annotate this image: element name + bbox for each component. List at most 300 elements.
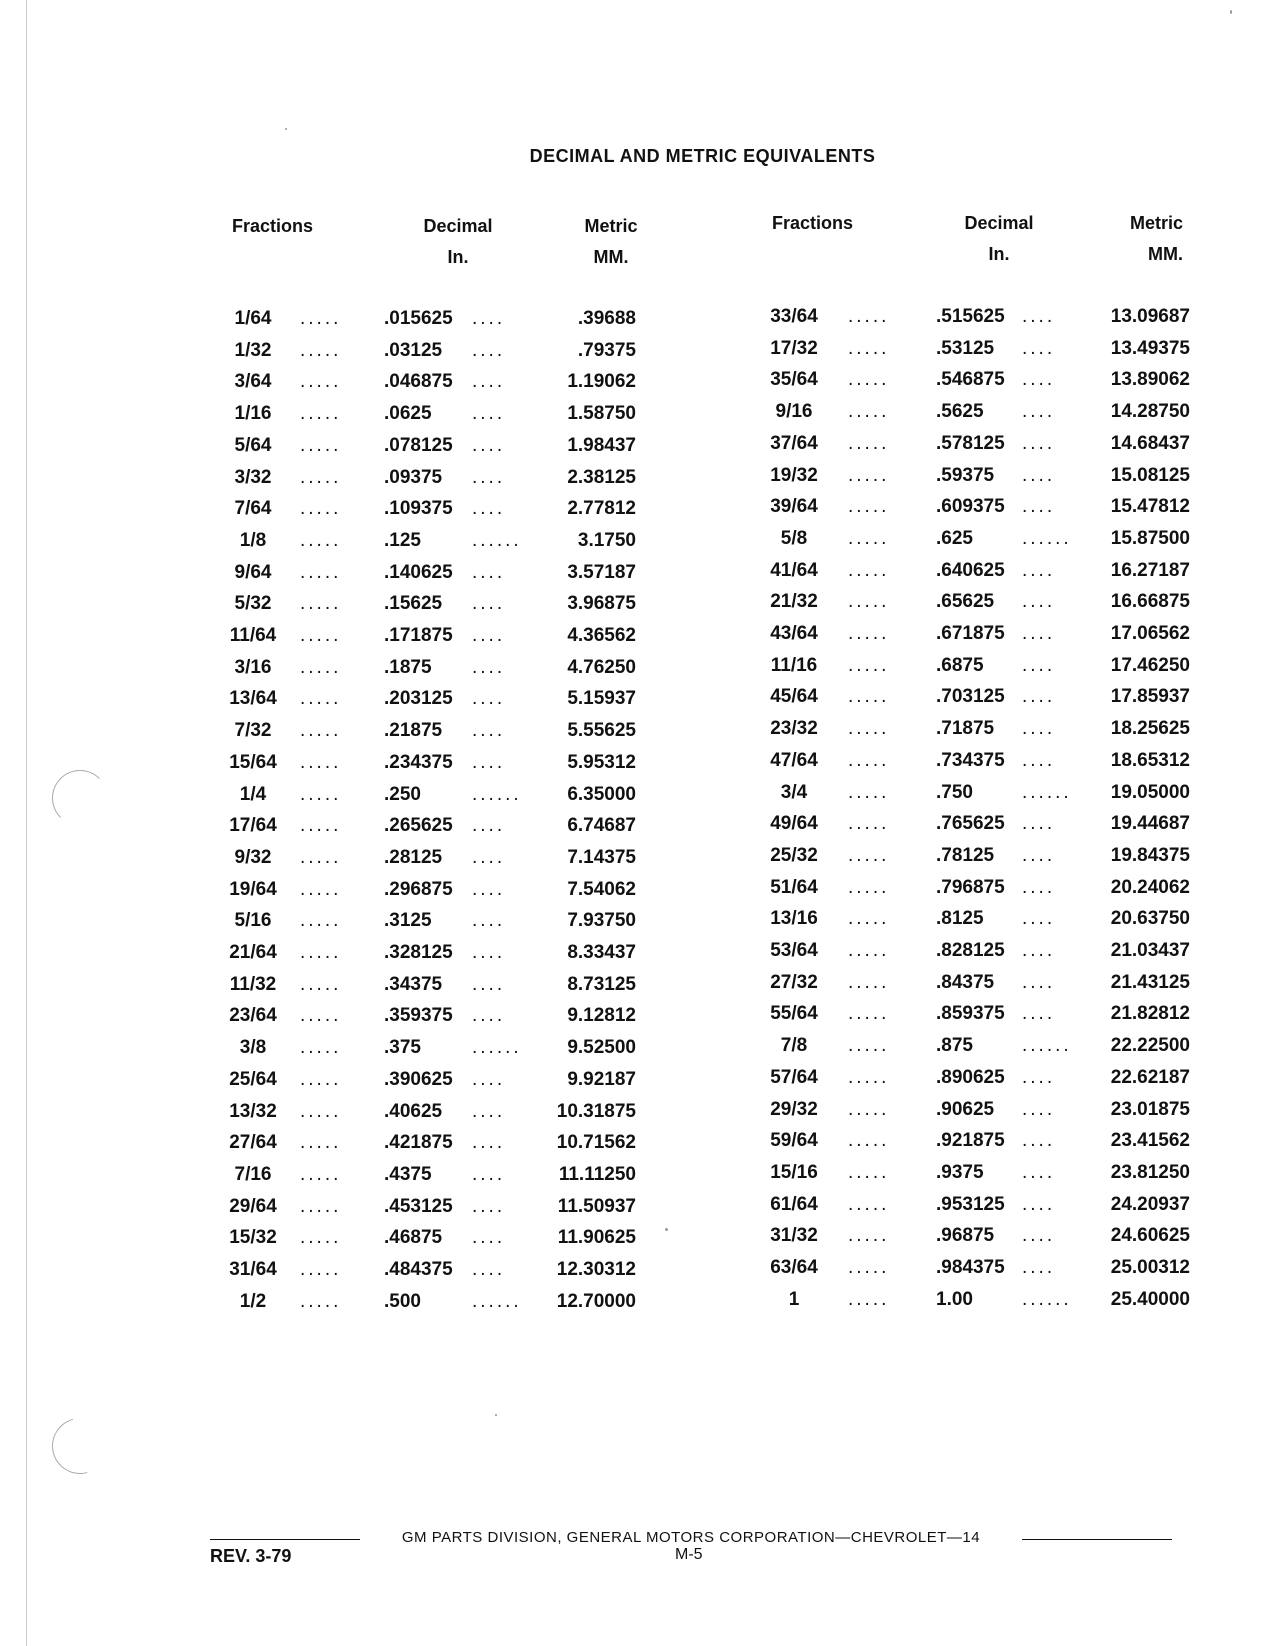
table-row [228, 593, 648, 623]
fraction-cell: 17/32 [770, 337, 818, 359]
decimal-cell: .109375 [384, 498, 453, 520]
fraction-cell: 51/64 [770, 876, 818, 898]
fraction-cell: 7/64 [234, 498, 272, 520]
right-header-metric: Metric MM. [1129, 213, 1183, 264]
decimal-cell: 1.00 [936, 1288, 973, 1310]
decimal-cell: .375 [384, 1037, 421, 1059]
fraction-cell: 7/32 [234, 720, 272, 742]
metric-cell: 11.11250 [558, 1163, 636, 1185]
leader-dots: .... [472, 308, 506, 329]
fraction-cell: 23/64 [229, 1005, 277, 1027]
leader-dots: ..... [848, 686, 890, 708]
leader-dots: ..... [848, 971, 890, 993]
metric-cell: 4.36562 [567, 625, 636, 646]
decimal-cell: .359375 [384, 1005, 453, 1027]
decimal-cell: .46875 [384, 1227, 443, 1249]
decimal-cell: .390625 [384, 1068, 453, 1090]
metric-cell: 8.33437 [567, 942, 636, 963]
table-row [228, 942, 648, 972]
leader-dots: ..... [300, 720, 342, 742]
fraction-cell: 63/64 [770, 1257, 818, 1278]
leader-dots: ...... [1022, 781, 1072, 803]
fraction-cell: 7/16 [234, 1163, 272, 1185]
table-row [760, 1130, 1190, 1160]
leader-dots: .... [1022, 654, 1056, 676]
fraction-cell: 31/32 [770, 1225, 818, 1247]
table-row [760, 496, 1190, 526]
leader-dots: .... [1022, 591, 1056, 613]
leader-dots: ..... [848, 623, 890, 644]
metric-cell: 9.92187 [567, 1068, 636, 1090]
leader-dots: ..... [848, 940, 890, 961]
table-row [760, 1067, 1190, 1097]
decimal-cell: .71875 [936, 718, 995, 740]
decimal-cell: .40625 [384, 1100, 443, 1122]
leader-dots: .... [1022, 971, 1056, 993]
metric-cell: 1.58750 [567, 403, 636, 425]
decimal-cell: .921875 [936, 1130, 1005, 1152]
metric-cell: 25.00312 [1110, 1257, 1190, 1278]
fraction-cell: 1 [788, 1288, 800, 1310]
table-row [228, 657, 648, 687]
metric-cell: 3.57187 [567, 561, 636, 583]
metric-cell: 15.08125 [1110, 464, 1190, 486]
metric-cell: 17.85937 [1110, 686, 1190, 708]
leader-dots: ..... [300, 942, 342, 963]
decimal-cell: .78125 [936, 844, 995, 866]
table-row [760, 1162, 1190, 1192]
metric-cell: 3.1750 [577, 529, 636, 551]
fraction-cell: 1/8 [239, 529, 267, 551]
fraction-cell: 17/64 [229, 815, 277, 837]
fraction-cell: 11/16 [770, 654, 818, 676]
table-row [760, 623, 1190, 653]
leader-dots: ...... [1022, 527, 1072, 549]
fraction-cell: 55/64 [770, 1003, 818, 1025]
leader-dots: .... [1022, 401, 1056, 423]
leader-dots: ..... [848, 464, 890, 486]
metric-cell: 21.03437 [1110, 940, 1190, 961]
leader-dots: ..... [300, 878, 342, 900]
fraction-cell: 15/16 [770, 1161, 818, 1183]
table-row [228, 435, 648, 465]
leader-dots: ..... [848, 781, 890, 803]
fraction-cell: 1/4 [239, 783, 267, 805]
left-header-decimal: Decimal In. [423, 216, 493, 267]
fraction-cell: 3/64 [234, 371, 272, 393]
leader-dots: ..... [848, 432, 890, 454]
fraction-cell: 59/64 [770, 1130, 818, 1152]
decimal-cell: .250 [384, 783, 421, 805]
table-row [228, 910, 648, 940]
leader-dots: ..... [300, 1195, 342, 1217]
leader-dots: ..... [848, 337, 890, 359]
table-row [760, 369, 1190, 399]
table-row [228, 974, 648, 1004]
fraction-cell: 27/64 [229, 1132, 277, 1154]
fraction-cell: 27/32 [770, 971, 818, 993]
decimal-cell: .453125 [384, 1195, 453, 1217]
fraction-cell: 1/2 [239, 1290, 267, 1312]
leader-dots: .... [472, 371, 506, 393]
metric-cell: 3.96875 [567, 593, 636, 615]
table-row [228, 879, 648, 909]
metric-cell: 20.63750 [1110, 908, 1190, 930]
decimal-cell: .671875 [936, 623, 1005, 644]
metric-cell: 2.38125 [567, 466, 636, 488]
decimal-cell: .140625 [384, 561, 453, 583]
leader-dots: .... [1022, 1161, 1056, 1183]
leader-dots: .... [472, 973, 506, 995]
leader-dots: ..... [848, 1161, 890, 1183]
fraction-cell: 25/64 [229, 1068, 277, 1090]
fraction-cell: 5/32 [234, 593, 272, 615]
metric-cell: 21.43125 [1110, 971, 1190, 993]
leader-dots: ..... [848, 876, 890, 898]
fraction-cell: 33/64 [770, 306, 818, 327]
metric-cell: 21.82812 [1110, 1003, 1190, 1025]
leader-dots: ..... [300, 1132, 342, 1154]
scan-speck [1230, 10, 1232, 14]
fraction-cell: 19/64 [229, 878, 277, 900]
leader-dots: .... [472, 1259, 506, 1280]
metric-cell: 23.81250 [1110, 1161, 1190, 1183]
decimal-cell: .328125 [384, 942, 453, 963]
table-row [760, 465, 1190, 495]
table-row [228, 688, 648, 718]
table-row [760, 1035, 1190, 1065]
leader-dots: .... [1022, 1193, 1056, 1215]
leader-dots: .... [1022, 940, 1056, 961]
leader-dots: ..... [300, 1259, 342, 1280]
metric-cell: 12.70000 [556, 1290, 636, 1312]
leader-dots: .... [472, 1163, 506, 1185]
table-row [228, 340, 648, 370]
leader-dots: ...... [472, 783, 522, 805]
table-row [228, 625, 648, 655]
leader-dots: .... [472, 1195, 506, 1217]
leader-dots: ..... [300, 688, 342, 710]
table-row [228, 1132, 648, 1162]
table-row [760, 1257, 1190, 1287]
decimal-cell: .265625 [384, 815, 453, 837]
table-row [760, 782, 1190, 812]
metric-cell: 5.15937 [567, 688, 636, 710]
leader-dots: ..... [848, 591, 890, 613]
leader-dots: .... [472, 1005, 506, 1027]
decimal-cell: .0625 [384, 403, 432, 425]
leader-dots: .... [472, 1100, 506, 1122]
fraction-cell: 5/8 [780, 527, 808, 549]
metric-cell: .79375 [577, 339, 636, 361]
metric-cell: 1.19062 [567, 371, 636, 393]
leader-dots: .... [472, 339, 506, 361]
right-header-decimal: Decimal In. [964, 213, 1034, 264]
table-row [760, 306, 1190, 336]
leader-dots: ..... [848, 718, 890, 740]
metric-cell: 16.66875 [1110, 591, 1190, 613]
leader-dots: ...... [472, 1037, 522, 1059]
table-row [760, 1225, 1190, 1255]
table-row [760, 655, 1190, 685]
leader-dots: ..... [848, 749, 890, 771]
leader-dots: .... [472, 720, 506, 742]
table-row [760, 972, 1190, 1002]
leader-dots: ..... [300, 751, 342, 773]
table-row [228, 1005, 648, 1035]
leader-dots: .... [472, 403, 506, 425]
leader-dots: ..... [848, 1193, 890, 1215]
metric-cell: 6.35000 [567, 783, 636, 805]
decimal-cell: .484375 [384, 1259, 453, 1280]
fraction-cell: 3/32 [234, 466, 272, 488]
leader-dots: .... [472, 942, 506, 963]
table-row [760, 528, 1190, 558]
decimal-cell: .015625 [384, 308, 453, 329]
leader-dots: .... [1022, 432, 1056, 454]
leader-dots: .... [1022, 337, 1056, 359]
leader-dots: .... [472, 751, 506, 773]
leader-dots: ..... [300, 625, 342, 646]
fraction-cell: 49/64 [770, 813, 818, 835]
table-row [228, 498, 648, 528]
decimal-cell: .03125 [384, 339, 443, 361]
metric-cell: 13.49375 [1110, 337, 1190, 359]
table-row [760, 1289, 1190, 1319]
decimal-cell: .953125 [936, 1193, 1005, 1215]
fraction-cell: 23/32 [770, 718, 818, 740]
metric-cell: 10.71562 [556, 1132, 636, 1154]
fraction-cell: 29/32 [770, 1098, 818, 1120]
table-row [228, 1259, 648, 1289]
table-row [760, 1003, 1190, 1033]
metric-cell: 15.87500 [1110, 527, 1190, 549]
leader-dots: ..... [300, 498, 342, 520]
table-row [760, 877, 1190, 907]
metric-cell: 8.73125 [567, 973, 636, 995]
decimal-cell: .4375 [384, 1163, 432, 1185]
metric-cell: 9.12812 [567, 1005, 636, 1027]
leader-dots: ..... [300, 910, 342, 932]
metric-cell: 24.60625 [1110, 1225, 1190, 1247]
leader-dots: .... [1022, 464, 1056, 486]
leader-dots: .... [1022, 1098, 1056, 1120]
fraction-cell: 9/64 [234, 561, 272, 583]
decimal-cell: .09375 [384, 466, 443, 488]
leader-dots: ..... [848, 1130, 890, 1152]
fraction-cell: 21/32 [770, 591, 818, 613]
decimal-cell: .500 [384, 1290, 421, 1312]
decimal-cell: .234375 [384, 751, 453, 773]
table-row [228, 1291, 648, 1321]
fraction-cell: 29/64 [229, 1195, 277, 1217]
leader-dots: ..... [848, 496, 890, 518]
leader-dots: .... [472, 625, 506, 646]
table-row [760, 813, 1190, 843]
decimal-cell: .34375 [384, 973, 443, 995]
leader-dots: ..... [848, 401, 890, 423]
fraction-cell: 13/32 [229, 1100, 277, 1122]
right-header-fractions: Fractions [772, 213, 854, 233]
fraction-cell: 15/64 [229, 751, 277, 773]
leader-dots: .... [1022, 876, 1056, 898]
fraction-cell: 1/64 [234, 308, 272, 329]
leader-dots: .... [1022, 749, 1056, 771]
leader-dots: ..... [848, 306, 890, 327]
leader-dots: ..... [300, 1163, 342, 1185]
metric-cell: 14.68437 [1110, 432, 1190, 454]
leader-dots: ..... [300, 656, 342, 678]
table-row [760, 560, 1190, 590]
metric-cell: 4.76250 [567, 656, 636, 678]
fraction-cell: 43/64 [770, 623, 818, 644]
fraction-cell: 7/8 [780, 1035, 808, 1057]
leader-dots: ..... [300, 466, 342, 488]
metric-cell: 16.27187 [1110, 559, 1190, 581]
metric-cell: 24.20937 [1110, 1193, 1190, 1215]
metric-cell: 11.90625 [557, 1227, 636, 1249]
metric-cell: 12.30312 [556, 1259, 636, 1280]
metric-cell: 13.09687 [1110, 306, 1190, 327]
table-row [228, 530, 648, 560]
metric-cell: 6.74687 [567, 815, 636, 837]
decimal-cell: .046875 [384, 371, 453, 393]
leader-dots: ..... [300, 1227, 342, 1249]
decimal-cell: .65625 [936, 591, 995, 613]
leader-dots: ..... [300, 815, 342, 837]
table-row [760, 401, 1190, 431]
metric-cell: 13.89062 [1110, 369, 1190, 391]
left-header-metric: Metric MM. [584, 216, 638, 267]
leader-dots: .... [1022, 623, 1056, 644]
fraction-cell: 11/64 [229, 625, 277, 646]
leader-dots: .... [1022, 496, 1056, 518]
metric-cell: 20.24062 [1110, 876, 1190, 898]
leader-dots: .... [1022, 686, 1056, 708]
decimal-cell: .9375 [936, 1161, 984, 1183]
metric-cell: 19.84375 [1110, 844, 1190, 866]
fraction-cell: 31/64 [229, 1259, 277, 1280]
leader-dots: .... [472, 593, 506, 615]
page-number: M-5 [675, 1546, 703, 1563]
leader-dots: ..... [300, 403, 342, 425]
decimal-cell: .6875 [936, 654, 984, 676]
table-row [228, 371, 648, 401]
fraction-cell: 1/32 [234, 339, 272, 361]
fraction-cell: 25/32 [770, 844, 818, 866]
metric-cell: 1.98437 [567, 434, 636, 456]
leader-dots: ..... [848, 1098, 890, 1120]
metric-cell: 7.93750 [567, 910, 636, 932]
metric-cell: 14.28750 [1110, 401, 1190, 423]
leader-dots: .... [1022, 1130, 1056, 1152]
leader-dots: ..... [300, 973, 342, 995]
decimal-cell: .421875 [384, 1132, 453, 1154]
metric-cell: 22.22500 [1110, 1035, 1190, 1057]
decimal-cell: .3125 [384, 910, 432, 932]
leader-dots: .... [1022, 1003, 1056, 1025]
metric-cell: 11.50937 [557, 1195, 636, 1217]
decimal-cell: .703125 [936, 686, 1005, 708]
decimal-cell: .296875 [384, 878, 453, 900]
leader-dots: ..... [848, 844, 890, 866]
decimal-cell: .765625 [936, 813, 1005, 835]
table-row [760, 940, 1190, 970]
decimal-cell: .828125 [936, 940, 1005, 961]
leader-dots: ...... [472, 1290, 522, 1312]
table-row [760, 1099, 1190, 1129]
table-row [228, 784, 648, 814]
leader-dots: ..... [848, 1003, 890, 1025]
fraction-cell: 9/32 [234, 846, 272, 868]
decimal-cell: .609375 [936, 496, 1005, 518]
leader-dots: .... [1022, 369, 1056, 391]
metric-cell: 5.55625 [567, 720, 636, 742]
table-row [228, 467, 648, 497]
decimal-cell: .078125 [384, 434, 453, 456]
table-row [760, 338, 1190, 368]
metric-cell: .39688 [577, 308, 636, 329]
table-row [760, 750, 1190, 780]
decimal-cell: .515625 [936, 306, 1005, 327]
footer-division-line: GM PARTS DIVISION, GENERAL MOTORS CORPORATION—CHEVROLET—14 [210, 1529, 1172, 1546]
leader-dots: .... [1022, 1225, 1056, 1247]
decimal-cell: .546875 [936, 369, 1005, 391]
leader-dots: ..... [848, 654, 890, 676]
fraction-cell: 57/64 [770, 1066, 818, 1088]
decimal-cell: .125 [384, 529, 421, 551]
decimal-cell: .59375 [936, 464, 995, 486]
punch-hole-mark-lower [42, 1408, 118, 1484]
leader-dots: ..... [300, 846, 342, 868]
leader-dots: .... [472, 498, 506, 520]
table-row [760, 591, 1190, 621]
decimal-cell: .5625 [936, 401, 984, 423]
leader-dots: ..... [300, 1005, 342, 1027]
metric-cell: 9.52500 [567, 1037, 636, 1059]
leader-dots: .... [472, 1227, 506, 1249]
decimal-cell: .90625 [936, 1098, 995, 1120]
table-row [760, 718, 1190, 748]
leader-dots: .... [472, 466, 506, 488]
leader-dots: ..... [300, 339, 342, 361]
punch-hole-mark-upper [52, 770, 108, 826]
table-row [228, 720, 648, 750]
fraction-cell: 15/32 [229, 1227, 277, 1249]
binding-edge-line [26, 0, 27, 1646]
metric-cell: 15.47812 [1110, 496, 1190, 518]
leader-dots: ..... [300, 1290, 342, 1312]
leader-dots: .... [472, 815, 506, 837]
scan-speck [495, 1414, 497, 1416]
metric-cell: 19.44687 [1110, 813, 1190, 835]
leader-dots: .... [1022, 718, 1056, 740]
metric-cell: 7.54062 [567, 878, 636, 900]
leader-dots: .... [1022, 908, 1056, 930]
metric-cell: 10.31875 [556, 1100, 636, 1122]
decimal-cell: .53125 [936, 337, 995, 359]
leader-dots: ..... [848, 1288, 890, 1310]
scan-speck [285, 128, 287, 130]
decimal-cell: .171875 [384, 625, 453, 646]
metric-cell: 5.95312 [567, 751, 636, 773]
leader-dots: ..... [300, 308, 342, 329]
leader-dots: ...... [1022, 1035, 1072, 1057]
scan-speck [665, 1228, 668, 1231]
decimal-cell: .875 [936, 1035, 973, 1057]
fraction-cell: 19/32 [770, 464, 818, 486]
decimal-cell: .15625 [384, 593, 443, 615]
